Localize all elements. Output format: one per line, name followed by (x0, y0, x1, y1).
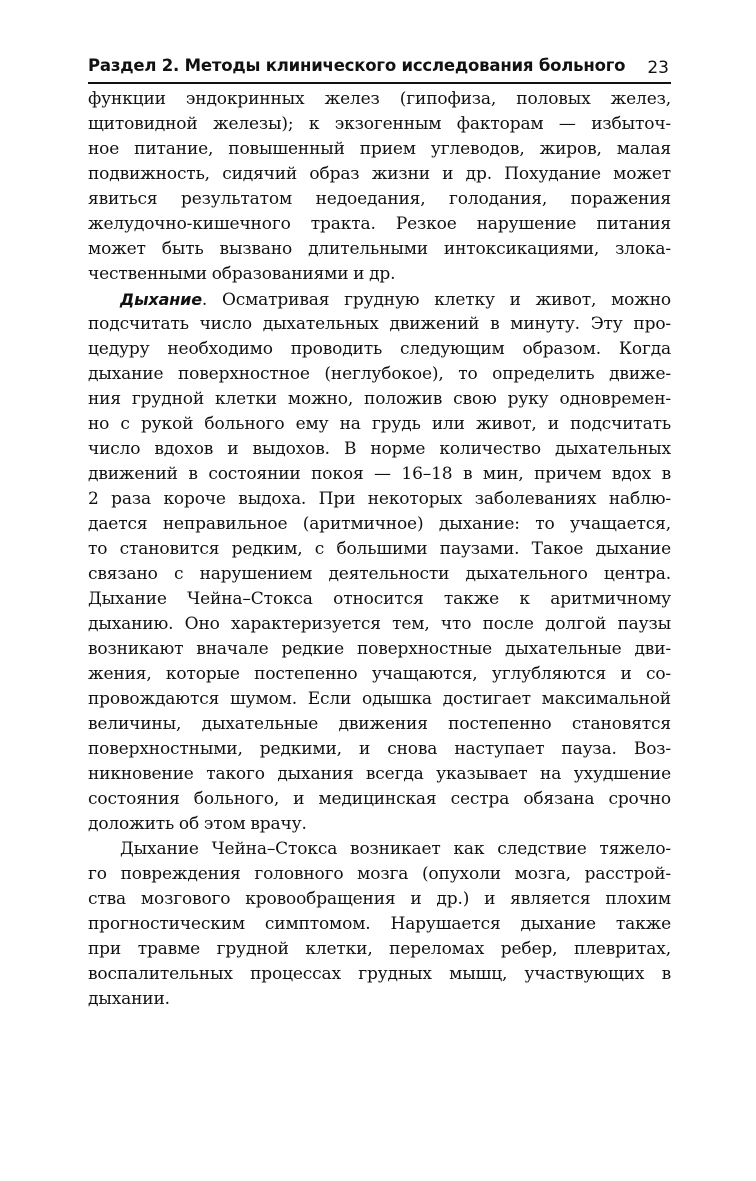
text-line: явиться результатом недоедания, голодания, поражения (88, 189, 671, 209)
text-line: то становится редким, с большими паузами. Такое дыхание (88, 539, 671, 559)
text-line: Дыхание Чейна–Стокса возникает как следствие тяжело- (120, 839, 671, 859)
text-line: дыхание поверхностное (неглубокое), то определить движе- (88, 364, 671, 384)
text-line: го повреждения головного мозга (опухоли мозга, расстрой- (88, 864, 671, 884)
text-line: дается неправильное (аритмичное) дыхание: то учащается, (88, 514, 671, 534)
text-line: воспалительных процессах грудных мышц, участвующих в (88, 964, 671, 984)
text-line: но с рукой больного ему на грудь или живот, и подсчитать (88, 414, 671, 434)
run-in-heading: Дыхание (120, 290, 202, 309)
running-header (88, 54, 671, 84)
text-line: щитовидной железы); к экзогенным факторам — избыточ- (88, 114, 671, 134)
text-line: 2 раза короче выдоха. При некоторых заболеваниях наблю- (88, 489, 671, 509)
text-line: подсчитать число дыхательных движений в минуту. Эту про- (88, 314, 671, 334)
paragraph-3 (88, 837, 671, 1012)
text-line-first (88, 287, 671, 312)
text-line: подвижность, сидячий образ жизни и др. Похудание может (88, 164, 671, 184)
page-number: 23 (647, 58, 669, 78)
text-line: прогностическим симптомом. Нарушается дыхание также (88, 914, 671, 934)
text-line: жения, которые постепенно учащаются, углубляются и со- (88, 664, 671, 684)
text-line: число вдохов и выдохов. В норме количество дыхательных (88, 439, 671, 459)
text-line: возникают вначале редкие поверхностные дыхательные дви- (88, 639, 671, 659)
text-line: доложить об этом врачу. (88, 814, 307, 834)
text-line: функции эндокринных желез (гипофиза, половых желез, (88, 89, 671, 109)
text-line: ства мозгового кровообращения и др.) и является плохим (88, 889, 671, 909)
text-line: чественными образованиями и др. (88, 264, 396, 284)
text-line: связано с нарушением деятельности дыхательного центра. (88, 564, 671, 584)
first-line-text: . Осматривая грудную клетку и живот, можно (201, 290, 671, 310)
text-line: ния грудной клетки можно, положив свою руку одновремен- (88, 389, 671, 409)
text-line: ное питание, повышенный прием углеводов, жиров, малая (88, 139, 671, 159)
text-line: при травме грудной клетки, переломах ребер, плевритах, (88, 939, 671, 959)
body-text (88, 87, 671, 1012)
text-line: дыхании. (88, 989, 170, 1009)
text-line: дыханию. Оно характеризуется тем, что после долгой паузы (88, 614, 671, 634)
text-line: может быть вызвано длительными интоксикациями, злока- (88, 239, 671, 259)
text-line: величины, дыхательные движения постепенно становятся (88, 714, 671, 734)
text-line: провождаются шумом. Если одышка достигает максимальной (88, 689, 671, 709)
text-line: поверхностными, редкими, и снова наступает пауза. Воз- (88, 739, 671, 759)
text-line: Дыхание Чейна–Стокса относится также к аритмичному (88, 589, 671, 609)
paragraph-2 (88, 287, 671, 837)
text-line: никновение такого дыхания всегда указывает на ухудшение (88, 764, 671, 784)
section-title: Раздел 2. Методы клинического исследования больного (88, 56, 626, 75)
text-line: движений в состоянии покоя — 16–18 в мин, причем вдох в (88, 464, 671, 484)
text-line: состояния больного, и медицинская сестра обязана срочно (88, 789, 671, 809)
paragraph-1 (88, 87, 671, 287)
text-line: желудочно-кишечного тракта. Резкое нарушение питания (88, 214, 671, 234)
text-line: цедуру необходимо проводить следующим образом. Когда (88, 339, 671, 359)
